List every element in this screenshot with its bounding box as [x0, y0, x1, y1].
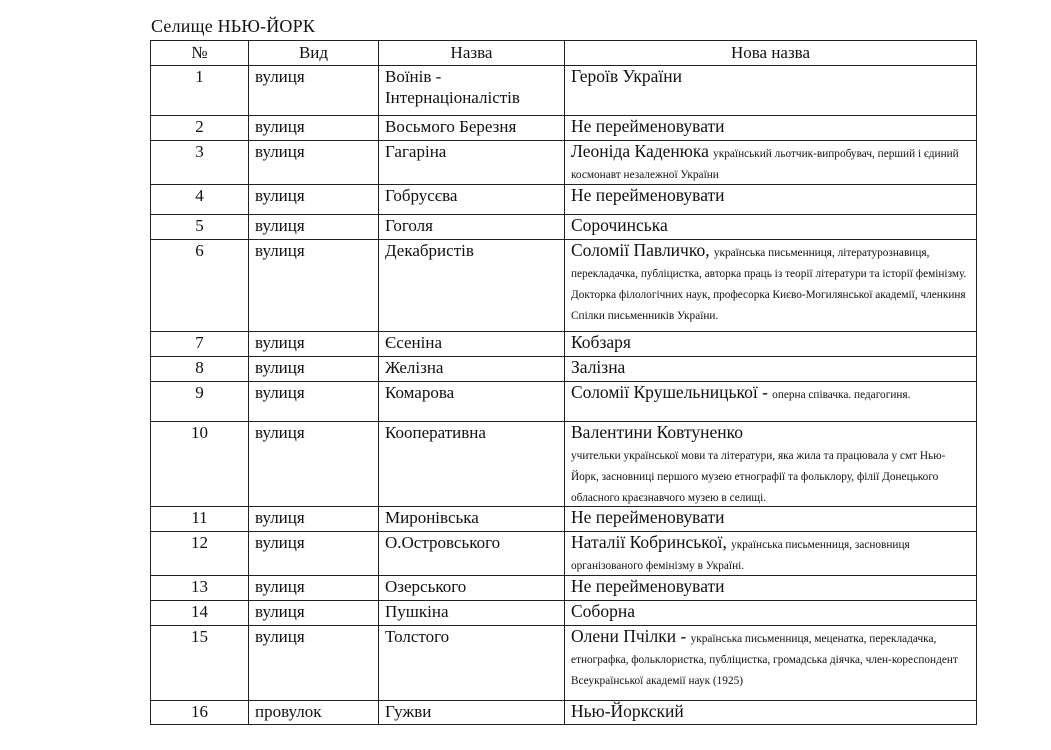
header-num: № — [151, 41, 249, 66]
row-num: 2 — [151, 116, 249, 141]
row-type: вулиця — [249, 382, 379, 422]
table-row — [151, 66, 977, 116]
row-type: вулиця — [249, 215, 379, 240]
row-new-name — [565, 141, 977, 185]
row-num: 5 — [151, 215, 249, 240]
row-type: вулиця — [249, 116, 379, 141]
street-rename-table — [150, 40, 977, 725]
header-name: Назва — [379, 41, 565, 66]
row-name: Єсеніна — [379, 332, 565, 357]
new-name-main: Не перейменовувати — [571, 576, 725, 596]
row-num: 10 — [151, 422, 249, 507]
table-row — [151, 576, 977, 601]
row-new-name — [565, 116, 977, 141]
row-num: 3 — [151, 141, 249, 185]
row-new-name — [565, 185, 977, 215]
row-new-name — [565, 601, 977, 626]
table-row — [151, 507, 977, 532]
row-type: вулиця — [249, 141, 379, 185]
row-new-name — [565, 382, 977, 422]
page-title: Селище НЬЮ-ЙОРК — [151, 16, 316, 36]
row-name: Желізна — [379, 357, 565, 382]
row-type: вулиця — [249, 332, 379, 357]
table-row — [151, 357, 977, 382]
row-num: 9 — [151, 382, 249, 422]
row-name: Пушкіна — [379, 601, 565, 626]
row-num: 6 — [151, 240, 249, 332]
row-new-name — [565, 357, 977, 382]
row-new-name — [565, 66, 977, 116]
new-name-note: учительки української мови та літератури, яка жила та працювала у смт Нью-Йорк, засновниці першого музею етнографії та фольклору, філії Донецького обласного краєзнавчого музею в селищі. — [571, 450, 946, 504]
new-name-main: Героїв України — [571, 66, 683, 86]
row-num: 4 — [151, 185, 249, 215]
row-name: Комарова — [379, 382, 565, 422]
new-name-main: Валентини Ковтуненко — [571, 422, 743, 442]
new-name-note: українська письменниця, літературознавиця, перекладачка, публіцистка, авторка праць із теорії літератури та історії фемінізму. Докторка філологічних наук, професорка Києво-Могилянської академії, членкиня Спілки письменників України. — [571, 247, 967, 322]
row-new-name — [565, 332, 977, 357]
row-new-name — [565, 701, 977, 725]
row-name: Декабристів — [379, 240, 565, 332]
row-type: вулиця — [249, 576, 379, 601]
row-type: вулиця — [249, 532, 379, 576]
table-row — [151, 240, 977, 332]
row-num: 15 — [151, 626, 249, 701]
row-num: 1 — [151, 66, 249, 116]
table-header-row — [151, 41, 977, 66]
row-type: вулиця — [249, 422, 379, 507]
new-name-main: Не перейменовувати — [571, 507, 725, 527]
row-name: Восьмого Березня — [379, 116, 565, 141]
row-name: О.Островського — [379, 532, 565, 576]
row-name: Озерського — [379, 576, 565, 601]
new-name-main: Леоніда Каденюка — [571, 141, 709, 161]
new-name-main: Залізна — [571, 357, 626, 377]
row-num: 11 — [151, 507, 249, 532]
table-row — [151, 116, 977, 141]
row-new-name — [565, 215, 977, 240]
new-name-main: Не перейменовувати — [571, 185, 725, 205]
row-name: Гагаріна — [379, 141, 565, 185]
new-name-note: український льотчик-випробувач, перший і єдиний космонавт незалежної України — [571, 148, 959, 181]
new-name-main: Олени Пчілки - — [571, 626, 687, 646]
new-name-main: Соборна — [571, 601, 635, 621]
row-type: вулиця — [249, 601, 379, 626]
table-row — [151, 185, 977, 215]
row-name: Толстого — [379, 626, 565, 701]
new-name-main: Нью-Йоркский — [571, 701, 684, 721]
row-type: вулиця — [249, 66, 379, 116]
row-num: 8 — [151, 357, 249, 382]
row-num: 16 — [151, 701, 249, 725]
new-name-main: Соломії Павличко, — [571, 240, 710, 260]
row-name: Миронівська — [379, 507, 565, 532]
row-new-name — [565, 422, 977, 507]
header-new-name: Нова назва — [565, 41, 977, 66]
new-name-main: Наталії Кобринської, — [571, 532, 727, 552]
table-row — [151, 215, 977, 240]
table-row — [151, 141, 977, 185]
new-name-note: оперна співачка. педагогиня. — [772, 389, 911, 401]
row-type: вулиця — [249, 507, 379, 532]
table-row — [151, 422, 977, 507]
table-row — [151, 626, 977, 701]
row-num: 14 — [151, 601, 249, 626]
row-name: Гужви — [379, 701, 565, 725]
table-row — [151, 701, 977, 725]
row-new-name — [565, 532, 977, 576]
new-name-main: Сорочинська — [571, 215, 668, 235]
row-new-name — [565, 576, 977, 601]
row-type: вулиця — [249, 357, 379, 382]
new-name-note: українська письменниця, меценатка, перекладачка, етнографка, фольклористка, публіцистка, громадська діячка, член-кореспондент Всеукраїнської академії наук (1925) — [571, 633, 958, 687]
row-new-name — [565, 240, 977, 332]
header-type: Вид — [249, 41, 379, 66]
row-name: Кооперативна — [379, 422, 565, 507]
row-type: вулиця — [249, 185, 379, 215]
table-row — [151, 532, 977, 576]
table-row — [151, 332, 977, 357]
new-name-main: Кобзаря — [571, 332, 631, 352]
row-type: вулиця — [249, 626, 379, 701]
new-name-main: Соломії Крушельницької - — [571, 382, 768, 402]
new-name-main: Не перейменовувати — [571, 116, 725, 136]
row-new-name — [565, 507, 977, 532]
table-row — [151, 601, 977, 626]
row-new-name — [565, 626, 977, 701]
row-name: Гобрусєва — [379, 185, 565, 215]
new-name-note: українська письменниця, засновниця організованого фемінізму в Україні. — [571, 539, 910, 572]
row-name: Воїнів - Інтернаціоналістів — [379, 66, 565, 116]
row-type: провулок — [249, 701, 379, 725]
row-num: 13 — [151, 576, 249, 601]
row-num: 7 — [151, 332, 249, 357]
table-row — [151, 382, 977, 422]
row-name: Гоголя — [379, 215, 565, 240]
row-num: 12 — [151, 532, 249, 576]
row-type: вулиця — [249, 240, 379, 332]
